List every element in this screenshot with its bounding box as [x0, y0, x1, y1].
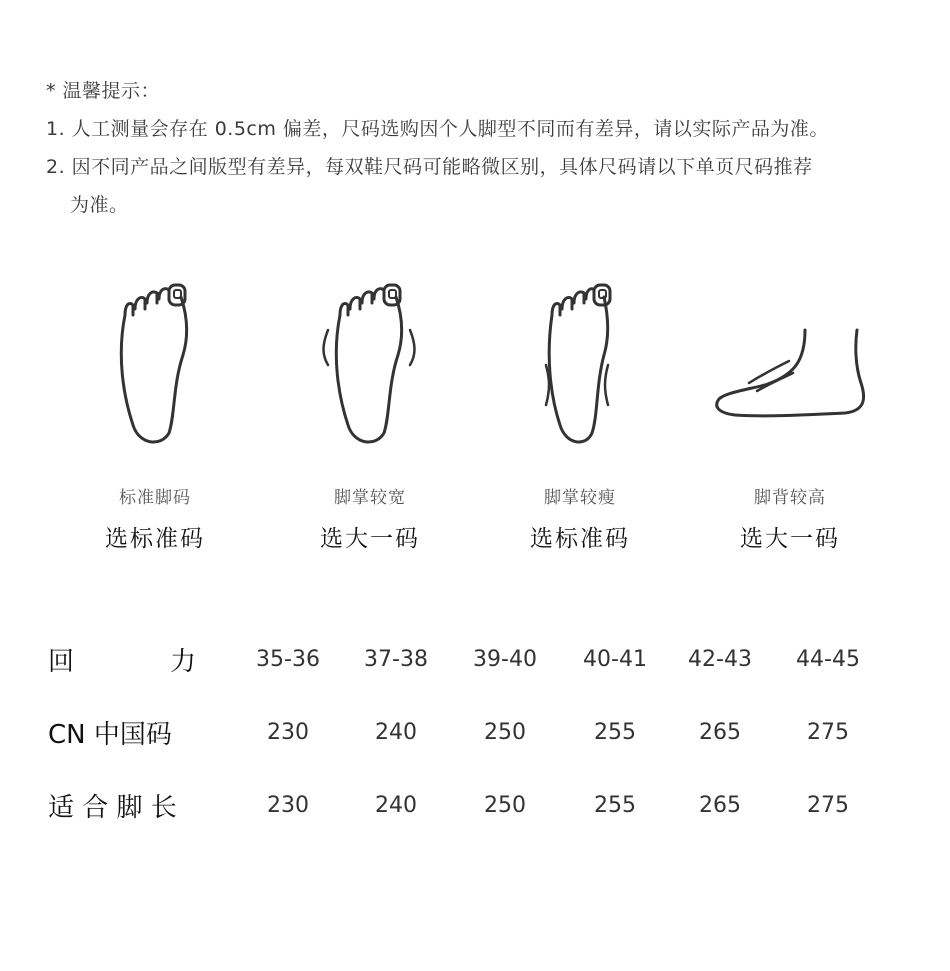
- tips-section: [46, 72, 936, 224]
- foot-type-narrow: [480, 275, 680, 553]
- size-row-huili: [48, 633, 928, 706]
- tips-title: * 温馨提示：: [46, 80, 161, 102]
- tip-line-1: 1. 人工测量会存在 0.5cm 偏差，尺码选购因个人脚型不同而有差异，请以实际产品为准。: [46, 118, 829, 140]
- foot-type-label: 脚背较高: [754, 488, 826, 508]
- tip-line-2: 2. 因不同产品之间版型有差异，每双鞋尺码可能略微区别，具体尺码请以下单页尺码推荐: [46, 156, 813, 178]
- size-cell: 255: [594, 720, 636, 745]
- size-cell: 240: [375, 720, 417, 745]
- row-label: 适 合 脚 长: [48, 793, 177, 823]
- foot-type-guide: [0, 275, 950, 565]
- foot-type-advice: 选大一码: [740, 526, 840, 552]
- size-cell: 250: [484, 720, 526, 745]
- wide-foot-icon: [310, 275, 430, 455]
- size-cell: 39-40: [473, 647, 537, 672]
- size-cell: 275: [807, 793, 849, 818]
- foot-type-high-instep: [690, 275, 890, 553]
- foot-type-wide: [270, 275, 470, 553]
- size-cell: 37-38: [364, 647, 428, 672]
- size-cell: 240: [375, 793, 417, 818]
- foot-type-label: 标准脚码: [119, 488, 191, 508]
- high-instep-foot-icon: [705, 275, 875, 455]
- foot-type-label: 脚掌较宽: [334, 488, 406, 508]
- size-row-foot-length: [48, 779, 928, 852]
- foot-type-label: 脚掌较瘦: [544, 488, 616, 508]
- size-cell: 230: [267, 720, 309, 745]
- size-cell: 35-36: [256, 647, 320, 672]
- size-cell: 275: [807, 720, 849, 745]
- standard-foot-icon: [95, 275, 215, 455]
- narrow-foot-icon: [520, 275, 640, 455]
- foot-type-advice: 选标准码: [105, 526, 205, 552]
- size-cell: 42-43: [688, 647, 752, 672]
- size-cell: 44-45: [796, 647, 860, 672]
- tip-line-2-continued: 为准。: [70, 194, 129, 216]
- row-label: CN 中国码: [48, 720, 172, 750]
- foot-type-advice: 选标准码: [530, 526, 630, 552]
- foot-type-standard: [55, 275, 255, 553]
- size-chart-table: [48, 633, 928, 852]
- size-row-cn: [48, 706, 928, 779]
- size-cell: 265: [699, 720, 741, 745]
- brand-label-part-2: 力: [170, 647, 197, 677]
- size-cell: 265: [699, 793, 741, 818]
- brand-label-part-1: 回: [48, 647, 75, 677]
- foot-type-advice: 选大一码: [320, 526, 420, 552]
- size-cell: 255: [594, 793, 636, 818]
- size-cell: 40-41: [583, 647, 647, 672]
- size-cell: 230: [267, 793, 309, 818]
- size-cell: 250: [484, 793, 526, 818]
